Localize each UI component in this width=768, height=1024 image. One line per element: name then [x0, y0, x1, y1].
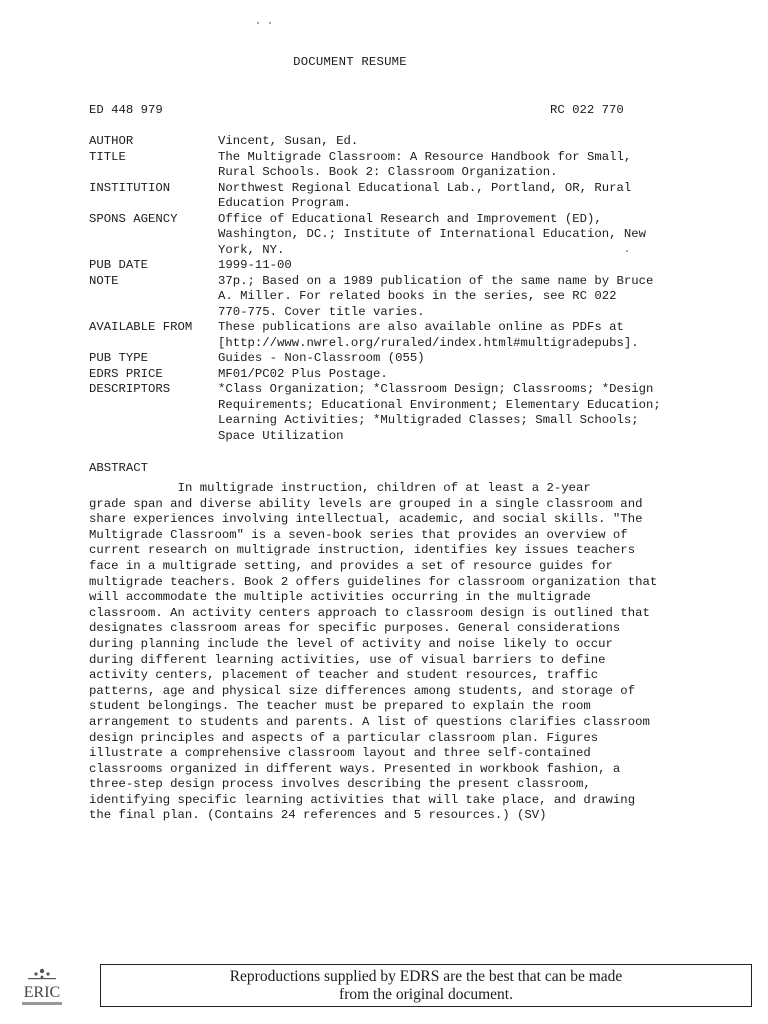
- field-value: *Class Organization; *Classroom Design; Classrooms; *Design Requirements; Educational Environment; Elementary Education; Learning Activities; *Multigraded Classes; Small Schools; Space Utilization: [218, 382, 661, 443]
- reproduction-notice: [100, 964, 752, 1007]
- field-label: INSTITUTION: [89, 180, 171, 195]
- field-value: Office of Educational Research and Improvement (ED), Washington, DC.; Institute of International Education, New York, NY.: [218, 211, 647, 257]
- field-value: Vincent, Susan, Ed.: [218, 134, 359, 148]
- field-label: AUTHOR: [89, 134, 134, 148]
- field-note: [89, 274, 689, 321]
- field-label: SPONS AGENCY: [89, 211, 178, 226]
- reproduction-line-2: from the original document.: [339, 986, 513, 1003]
- eric-logo-icon: [12, 966, 72, 1010]
- field-value: The Multigrade Classroom: A Resource Handbook for Small, Rural Schools. Book 2: Classroom Organization.: [218, 149, 632, 179]
- field-value: Northwest Regional Educational Lab., Portland, OR, Rural Education Program.: [218, 180, 632, 210]
- field-label: EDRS PRICE: [89, 366, 163, 381]
- field-label: AVAILABLE FROM: [89, 320, 193, 334]
- field-edrs-price: [89, 367, 689, 383]
- field-value: These publications are also available online as PDFs at [http://www.nwrel.org/ruraled/index.html#multigradepubs].: [218, 320, 639, 350]
- field-pub-type: [89, 351, 689, 367]
- field-value: Guides - Non-Classroom (055): [218, 351, 425, 365]
- field-label: DESCRIPTORS: [89, 382, 171, 396]
- field-label: PUB TYPE: [89, 351, 149, 365]
- abstract-heading: ABSTRACT: [89, 461, 149, 475]
- scan-speck: [257, 22, 259, 24]
- field-value: MF01/PC02 Plus Postage.: [218, 366, 388, 381]
- field-title: [89, 150, 689, 181]
- metadata-fields: [89, 134, 689, 444]
- document-title: DOCUMENT RESUME: [293, 55, 407, 69]
- field-spons-agency: [89, 212, 689, 259]
- field-pub-date: [89, 258, 689, 274]
- scan-speck: [626, 250, 628, 252]
- field-label: TITLE: [89, 149, 126, 164]
- rc-number: RC 022 770: [550, 103, 624, 117]
- field-institution: [89, 181, 689, 212]
- field-label: NOTE: [89, 273, 119, 288]
- abstract-body: In multigrade instruction, children of at least a 2-year grade span and diverse ability levels are grouped in a single classroom and share experiences involving intellectual, academic, and social skills. "The Multigrade Classroom" is a seven-book series that provides an overview of current research on multigrade instruction, identifies key issues teachers face in a multigrade setting, and provides a set of resource guides for multigrade teachers. Book 2 offers guidelines for classroom organization that will accommodate the multiple activities occurring in the multigrade classroom. An activity centers approach to classroom design is outlined that designates classroom areas for specific purposes. General considerations during planning include the level of activity and noise likely to occur during different learning activities, use of visual barriers to define activity centers, placement of teacher and student resources, traffic patterns, age and physical size differences among students, and storage of student belongings. The teacher must be prepared to explain the room arrangement to students and parents. A list of questions clarifies classroom design principles and aspects of a particular classroom plan. Figures illustrate a comprehensive classroom layout and three self-contained classrooms organized in different ways. Presented in workbook fashion, a three-step design process involves describing the present classroom, identifying specific learning activities that will take place, and drawing the final plan. (Contains 24 references and 5 resources.) (SV): [89, 481, 658, 823]
- field-descriptors: [89, 382, 689, 444]
- field-value: 1999-11-00: [218, 258, 292, 272]
- svg-text:ERIC: ERIC: [23, 984, 61, 1001]
- field-available-from: [89, 320, 689, 351]
- field-label: PUB DATE: [89, 258, 149, 272]
- field-value: 37p.; Based on a 1989 publication of the same name by Bruce A. Miller. For related books in the series, see RC 022 770-775. Cover title varies.: [218, 273, 654, 319]
- ed-number: ED 448 979: [89, 103, 163, 117]
- field-author: [89, 134, 689, 150]
- scan-speck: [269, 22, 271, 24]
- reproduction-line-1: Reproductions supplied by EDRS are the best that can be made: [229, 968, 623, 985]
